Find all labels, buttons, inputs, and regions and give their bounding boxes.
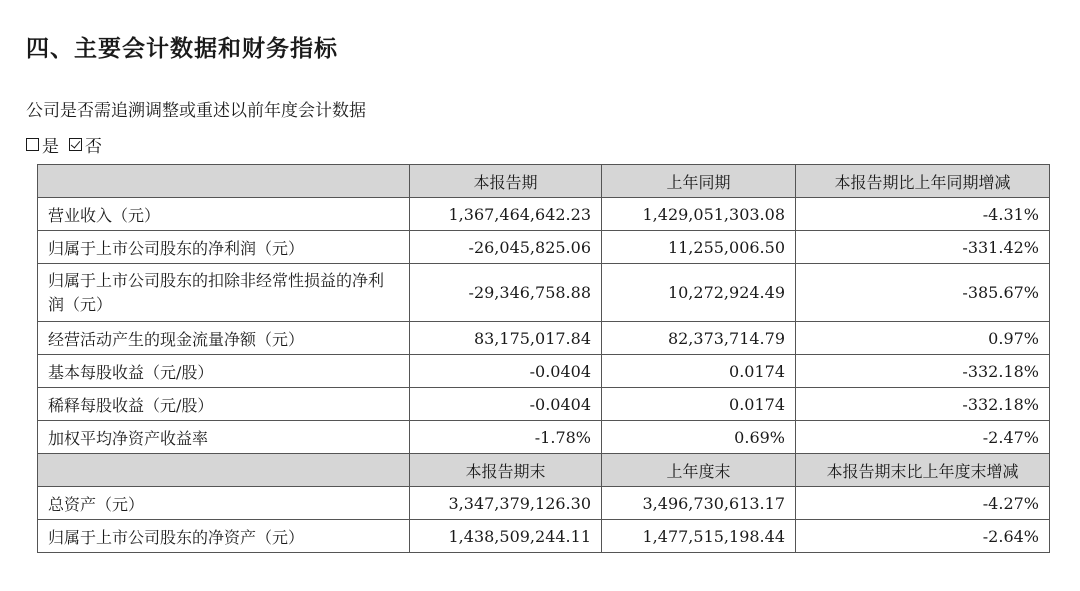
table-header-row: [38, 454, 1050, 487]
change-value: -331.42%: [796, 231, 1050, 264]
row-label: 总资产（元）: [38, 487, 410, 520]
table-row: [38, 231, 1050, 264]
header-cell: 上年同期: [602, 165, 796, 198]
current-value: -29,346,758.88: [410, 264, 602, 322]
current-value: -26,045,825.06: [410, 231, 602, 264]
prior-value: 1,477,515,198.44: [602, 520, 796, 553]
restatement-question: 公司是否需追溯调整或重述以前年度会计数据: [26, 101, 366, 121]
header-cell: 本报告期末比上年度末增减: [796, 454, 1050, 487]
change-value: -4.31%: [796, 198, 1050, 231]
table-row: [38, 421, 1050, 454]
change-value: -332.18%: [796, 388, 1050, 421]
current-value: -1.78%: [410, 421, 602, 454]
option-no[interactable]: [69, 132, 102, 157]
header-cell: 上年度末: [602, 454, 796, 487]
table-row: [38, 322, 1050, 355]
table-row: [38, 487, 1050, 520]
prior-value: 3,496,730,613.17: [602, 487, 796, 520]
current-value: -0.0404: [410, 388, 602, 421]
change-value: -2.47%: [796, 421, 1050, 454]
header-cell: [38, 165, 410, 198]
change-value: -385.67%: [796, 264, 1050, 322]
table-row: [38, 388, 1050, 421]
change-value: -4.27%: [796, 487, 1050, 520]
header-cell: 本报告期比上年同期增减: [796, 165, 1050, 198]
prior-value: 0.69%: [602, 421, 796, 454]
header-cell: 本报告期: [410, 165, 602, 198]
table-row: [38, 198, 1050, 231]
current-value: -0.0404: [410, 355, 602, 388]
current-value: 1,438,509,244.11: [410, 520, 602, 553]
table-row: [38, 520, 1050, 553]
row-label: 稀释每股收益（元/股）: [38, 388, 410, 421]
prior-value: 0.0174: [602, 355, 796, 388]
table-header-row: [38, 165, 1050, 198]
row-label: 营业收入（元）: [38, 198, 410, 231]
table-row: [38, 355, 1050, 388]
table-row: [38, 264, 1050, 322]
restatement-options: [26, 132, 112, 157]
prior-value: 1,429,051,303.08: [602, 198, 796, 231]
row-label: 归属于上市公司股东的净资产（元）: [38, 520, 410, 553]
change-value: -332.18%: [796, 355, 1050, 388]
row-label: 归属于上市公司股东的净利润（元）: [38, 231, 410, 264]
current-value: 1,367,464,642.23: [410, 198, 602, 231]
current-value: 83,175,017.84: [410, 322, 602, 355]
financial-indicators-table: [37, 164, 1050, 553]
prior-value: 0.0174: [602, 388, 796, 421]
section-heading: 四、主要会计数据和财务指标: [26, 36, 338, 62]
prior-value: 10,272,924.49: [602, 264, 796, 322]
header-cell: 本报告期末: [410, 454, 602, 487]
row-label: 基本每股收益（元/股）: [38, 355, 410, 388]
option-no-label: 否: [85, 137, 102, 157]
row-label: 加权平均净资产收益率: [38, 421, 410, 454]
row-label: 经营活动产生的现金流量净额（元）: [38, 322, 410, 355]
checked-box-icon[interactable]: [69, 138, 82, 151]
row-label: 归属于上市公司股东的扣除非经常性损益的净利润（元）: [38, 264, 410, 322]
change-value: 0.97%: [796, 322, 1050, 355]
option-yes[interactable]: [26, 132, 59, 157]
unchecked-box-icon[interactable]: [26, 138, 39, 151]
option-yes-label: 是: [42, 137, 59, 157]
prior-value: 82,373,714.79: [602, 322, 796, 355]
prior-value: 11,255,006.50: [602, 231, 796, 264]
header-cell: [38, 454, 410, 487]
current-value: 3,347,379,126.30: [410, 487, 602, 520]
change-value: -2.64%: [796, 520, 1050, 553]
